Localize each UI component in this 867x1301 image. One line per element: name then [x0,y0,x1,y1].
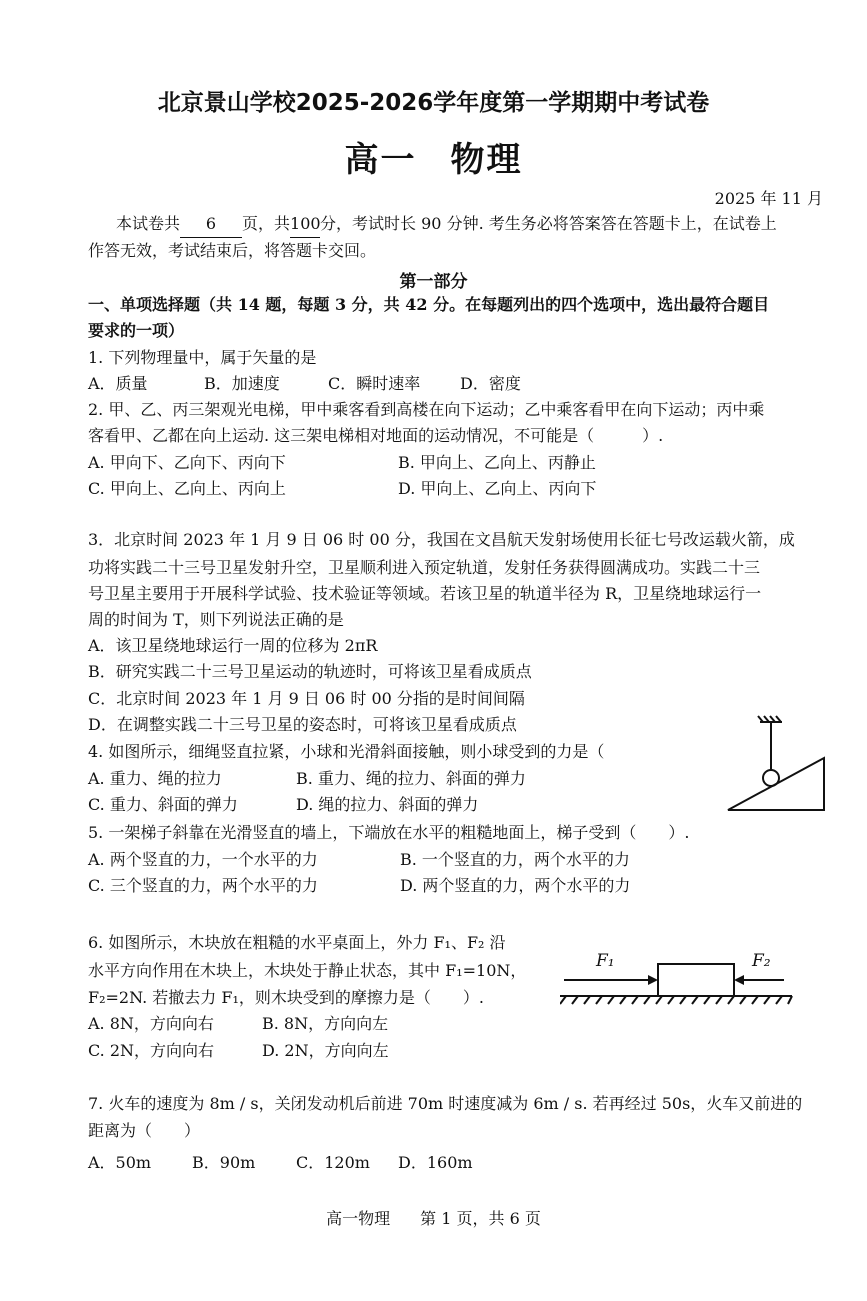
page-footer [0,1206,867,1229]
q4-option-b: B. 重力、绳的拉力、斜面的弹力 [296,769,526,788]
exam-title: 北京景山学校2025-2026学年度第一学期期中考试卷 [157,90,710,116]
q7-option-a: A．50m [88,1153,152,1172]
q2-option-b: B. 甲向上、乙向上、丙静止 [398,453,596,472]
q4-incline-figure [722,712,832,816]
q3-option-c: C．北京时间 2023 年 1 月 9 日 06 时 00 分指的是时间间隔 [88,689,525,708]
q7-option-c: C．120m [296,1153,370,1172]
wooden-block [658,964,734,996]
q5-option-d: D. 两个竖直的力，两个水平的力 [400,876,631,895]
section-heading-2: 要求的一项） [88,321,185,340]
q1-option-d: D．密度 [460,374,521,393]
q1-stem: 1. 下列物理量中，属于矢量的是 [88,348,317,367]
footer-subject: 高一物理 [326,1209,391,1228]
q5-option-a: A. 两个竖直的力，一个水平的力 [88,850,318,869]
q3-option-d: D．在调整实践二十三号卫星的姿态时，可将该卫星看成质点 [88,715,517,734]
q3-option-a: A．该卫星绕地球运行一周的位移为 2πR [88,636,378,655]
q1-option-a: A．质量 [88,374,148,393]
q4-option-d: D. 绳的拉力、斜面的弹力 [296,795,479,814]
section-heading-1: 一、单项选择题（共 14 题，每题 3 分，共 42 分。在每题列出的四个选项中，选出最符合题目 [88,295,770,314]
intro-line-1: 本试卷共 6 页，共100分，考试时长 90 分钟. 考生务必将答案答在答题卡上，在试卷上 [116,211,777,238]
subject-label: 物理 [450,140,523,180]
q3-stem-1: 3．北京时间 2023 年 1 月 9 日 06 时 00 分，我国在文昌航天发射场使用长征七号改运载火箭，成 [88,530,795,549]
q6-option-d: D. 2N，方向向左 [262,1041,389,1060]
q3-stem-3: 号卫星主要用于开展科学试验、技术验证等领域。若该卫星的轨道半径为 R，卫星绕地球运行一 [88,584,762,603]
q2-stem-1: 2. 甲、乙、丙三架观光电梯，甲中乘客看到高楼在向下运动；乙中乘客看甲在向下运动；丙中乘 [88,400,765,419]
exam-date: 2025 年 11 月 [714,189,823,208]
q3-stem-4: 周的时间为 T，则下列说法正确的是 [88,610,344,629]
footer-page-number: 第 1 页，共 6 页 [420,1209,541,1228]
q7-option-d: D．160m [398,1153,473,1172]
q7-stem-1: 7. 火车的速度为 8m / s，关闭发动机后前进 70m 时速度减为 6m / s. 若再经过 50s，火车又前进的 [88,1094,803,1113]
q1-option-b: B．加速度 [204,374,280,393]
q6-stem-2: 水平方向作用在木块上，木块处于静止状态，其中 F₁=10N， [88,961,527,980]
page-count: 6 [180,211,242,238]
q1-option-c: C．瞬时速率 [328,374,421,393]
q2-option-d: D. 甲向上、乙向上、丙向下 [398,479,597,498]
q6-stem-1: 6. 如图所示，木块放在粗糙的水平桌面上，外力 F₁、F₂ 沿 [88,933,506,952]
q6-option-a: A. 8N，方向向右 [88,1014,214,1033]
grade-label: 高一 [344,140,417,180]
q4-stem: 4. 如图所示，细绳竖直拉紧，小球和光滑斜面接触，则小球受到的力是（ [88,742,605,761]
q2-stem-2: 客看甲、乙都在向上运动. 这三架电梯相对地面的运动情况，不可能是（ ）. [88,426,664,445]
q6-stem-3: F₂=2N. 若撤去力 F₁，则木块受到的摩擦力是（ ）. [88,988,484,1007]
part-title: 第一部分 [399,272,468,292]
q2-option-c: C. 甲向上、乙向上、丙向上 [88,479,286,498]
q2-option-a: A. 甲向下、乙向下、丙向下 [88,453,286,472]
total-score: 100 [290,211,320,238]
f2-label: F₂ [752,951,771,971]
q5-stem: 5. 一架梯子斜靠在光滑竖直的墙上，下端放在水平的粗糙地面上，梯子受到（ ）. [88,823,690,842]
q3-option-b: B．研究实践二十三号卫星运动的轨迹时，可将该卫星看成质点 [88,662,532,681]
q7-option-b: B．90m [192,1153,256,1172]
q6-block-figure [560,942,796,1012]
q4-option-c: C. 重力、斜面的弹力 [88,795,238,814]
q5-option-b: B. 一个竖直的力，两个水平的力 [400,850,630,869]
incline-triangle [728,758,824,810]
intro-line-2: 作答无效，考试结束后，将答题卡交回。 [88,241,377,260]
q3-stem-2: 功将实践二十三号卫星发射升空，卫星顺利进入预定轨道，发射任务获得圆满成功。实践二十三 [88,558,761,577]
f1-label: F₁ [596,951,615,971]
q5-option-c: C. 三个竖直的力，两个水平的力 [88,876,318,895]
q6-option-c: C. 2N，方向向右 [88,1041,215,1060]
q4-option-a: A. 重力、绳的拉力 [88,769,222,788]
q7-stem-2: 距离为（ ） [88,1121,201,1140]
grade-subject-title [0,132,867,181]
q6-option-b: B. 8N，方向向左 [262,1014,389,1033]
